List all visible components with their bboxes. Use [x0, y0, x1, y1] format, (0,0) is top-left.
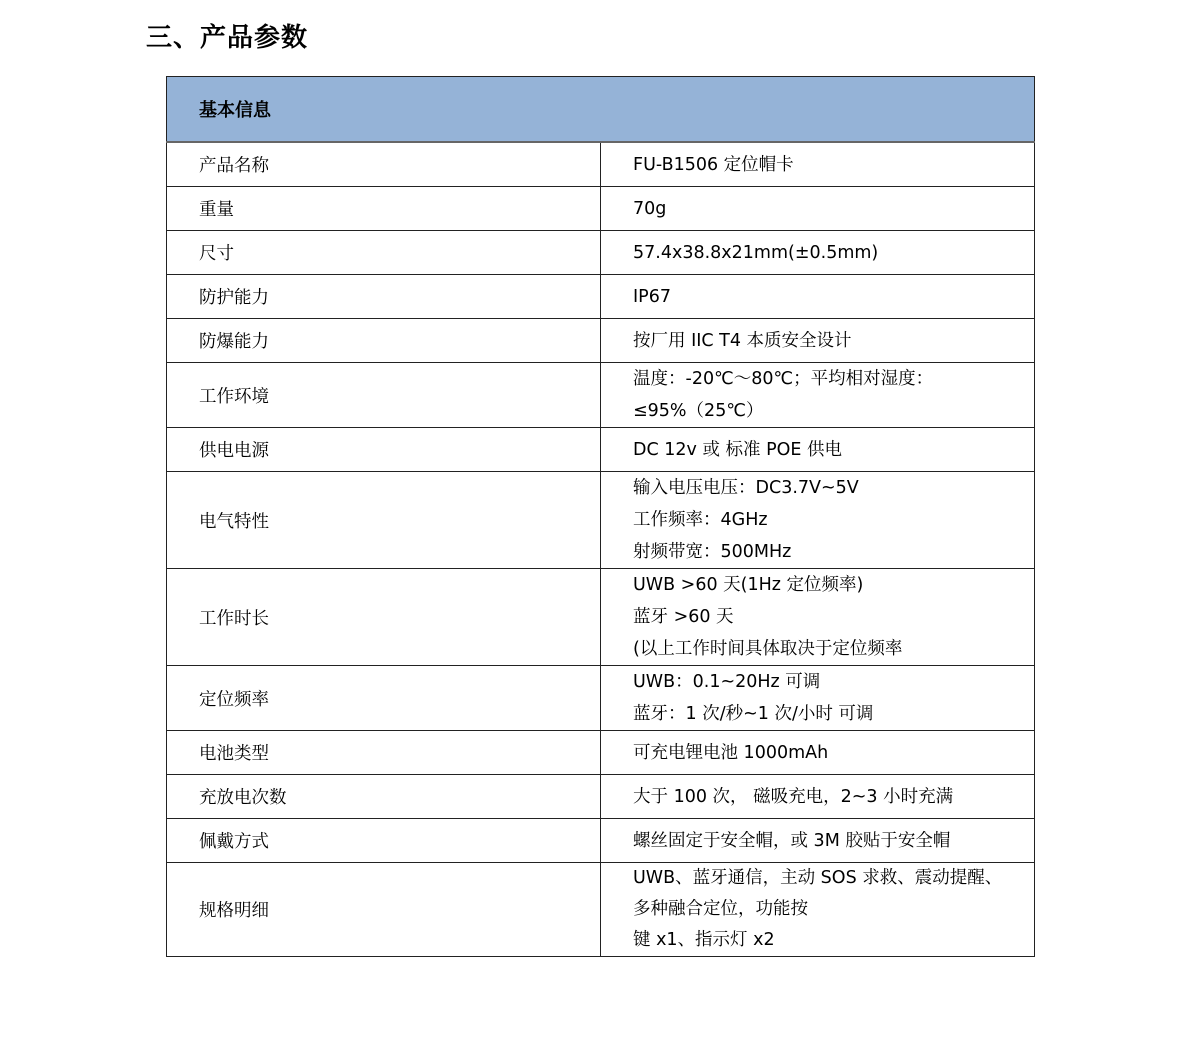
spec-table [166, 76, 1035, 957]
table-row [167, 187, 1035, 231]
row-label-battery-type: 电池类型 [167, 731, 601, 775]
table-row [167, 275, 1035, 319]
value-line: UWB、蓝牙通信，主动 SOS 求救、震动提醒、多种融合定位，功能按 [633, 868, 1003, 919]
value-line: 按厂用 IIC T4 本质安全设计 [633, 330, 852, 351]
row-value-power-supply [601, 428, 1035, 472]
row-label-environment: 工作环境 [167, 363, 601, 428]
row-value-specification-details [601, 863, 1035, 957]
row-value-electrical [601, 472, 1035, 569]
table-header: 基本信息 [167, 77, 1035, 143]
value-line: UWB >60 天(1Hz 定位频率) [633, 575, 864, 595]
row-value-explosion-proof [601, 319, 1035, 363]
row-value-charge-cycles [601, 775, 1035, 819]
value-line: 蓝牙 >60 天 [633, 607, 734, 627]
row-label-specification-details: 规格明细 [167, 863, 601, 957]
value-line: 螺丝固定于安全帽，或 3M 胶贴于安全帽 [633, 830, 951, 851]
value-line: (以上工作时间具体取决于定位频率 [633, 639, 903, 659]
value-line: UWB：0.1~20Hz 可调 [633, 672, 821, 692]
row-value-environment [601, 363, 1035, 428]
row-label-power-supply: 供电电源 [167, 428, 601, 472]
table-header-row [167, 77, 1035, 143]
row-value-protection [601, 275, 1035, 319]
value-line: IP67 [633, 286, 671, 307]
row-label-working-time: 工作时长 [167, 569, 601, 666]
row-value-weight [601, 187, 1035, 231]
table-row [167, 428, 1035, 472]
value-line: 大于 100 次， 磁吸充电，2~3 小时充满 [633, 786, 954, 807]
table-row [167, 569, 1035, 666]
value-line: 可充电锂电池 1000mAh [633, 742, 829, 763]
value-line: DC 12v 或 标准 POE 供电 [633, 439, 843, 460]
table-row [167, 775, 1035, 819]
value-line: 工作频率：4GHz [633, 510, 768, 530]
table-row [167, 142, 1035, 187]
row-value-dimensions [601, 231, 1035, 275]
row-label-dimensions: 尺寸 [167, 231, 601, 275]
table-row [167, 472, 1035, 569]
table-row [167, 363, 1035, 428]
row-value-product-name [601, 142, 1035, 187]
value-line: 温度：-20℃～80℃；平均相对湿度：≤95%（25℃） [633, 369, 934, 421]
row-label-weight: 重量 [167, 187, 601, 231]
row-value-working-time [601, 569, 1035, 666]
value-line: 射频带宽：500MHz [633, 542, 792, 562]
value-line: 输入电压电压：DC3.7V~5V [633, 478, 859, 498]
table-row [167, 666, 1035, 731]
table-row [167, 819, 1035, 863]
row-label-charge-cycles: 充放电次数 [167, 775, 601, 819]
row-label-positioning-frequency: 定位频率 [167, 666, 601, 731]
section-title: 三、产品参数 [146, 23, 309, 53]
table-row [167, 731, 1035, 775]
row-value-positioning-frequency [601, 666, 1035, 731]
table-row [167, 863, 1035, 957]
value-line: 键 x1、指示灯 x2 [633, 930, 775, 950]
row-value-battery-type [601, 731, 1035, 775]
value-line: 蓝牙：1 次/秒~1 次/小时 可调 [633, 704, 874, 724]
row-label-explosion-proof: 防爆能力 [167, 319, 601, 363]
row-label-product-name: 产品名称 [167, 142, 601, 187]
row-label-wearing-method: 佩戴方式 [167, 819, 601, 863]
row-label-protection: 防护能力 [167, 275, 601, 319]
value-line: FU-B1506 定位帽卡 [633, 154, 794, 175]
table-row [167, 231, 1035, 275]
row-label-electrical: 电气特性 [167, 472, 601, 569]
row-value-wearing-method [601, 819, 1035, 863]
value-line: 70g [633, 198, 667, 219]
table-row [167, 319, 1035, 363]
value-line: 57.4x38.8x21mm(±0.5mm) [633, 242, 879, 263]
